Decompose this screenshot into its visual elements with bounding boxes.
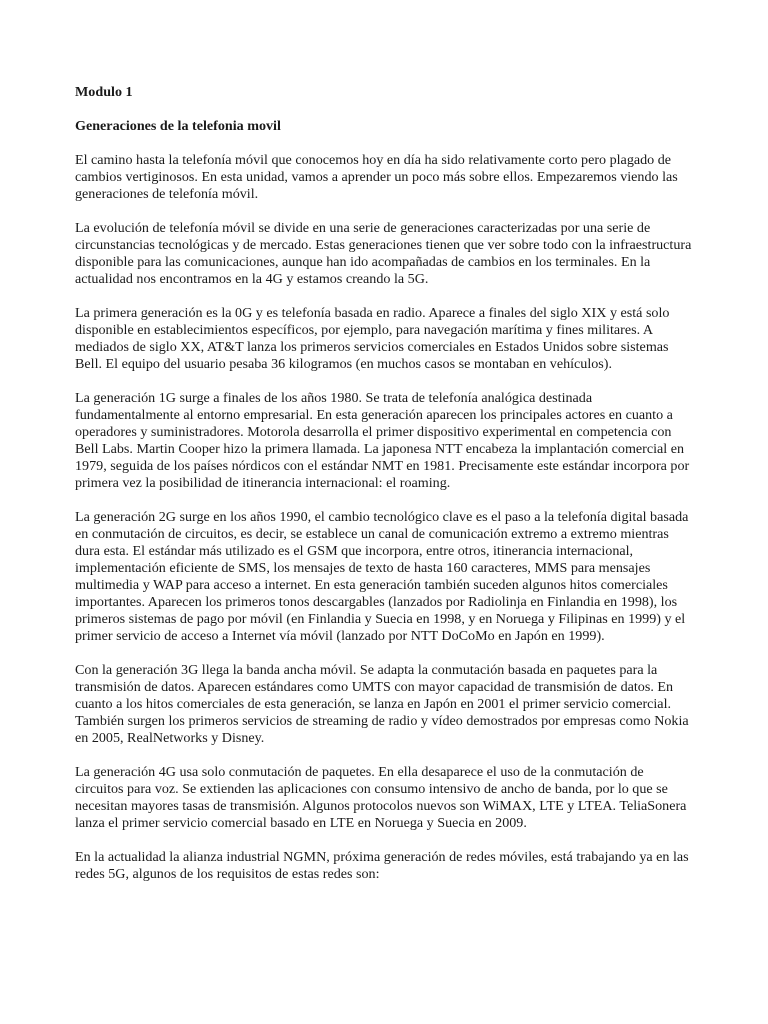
paragraph-4g: La generación 4G usa solo conmutación de paquetes. En ella desaparece el uso de la conmutación de circuitos para voz. Se extienden las aplicaciones con consumo intensivo de ancho de banda, por lo que se necesitan mayores tasas de transmisión. Algunos protocolos nuevos son WiMAX, LTE y LTEA. TeliaSonera lanza el primer servicio comercial basado en LTE en Noruega y Suecia en 2009. [75,764,687,831]
paragraph-5g: En la actualidad la alianza industrial NGMN, próxima generación de redes móviles, está trabajando ya en las redes 5G, algunos de los requisitos de estas redes son: [75,849,689,882]
section-title: Generaciones de la telefonia movil [75,118,281,134]
module-title: Modulo 1 [75,84,133,100]
paragraph-evolution: La evolución de telefonía móvil se divide en una serie de generaciones caracterizadas por una serie de circunstancias tecnológicas y de mercado. Estas generaciones tienen que ver sobre todo con la infraestructura disponible para las comunicaciones, aunque han ido acompañadas de cambios en los terminales. En la actualidad nos encontramos en la 4G y estamos creando la 5G. [75,220,692,287]
document-page [75,84,695,900]
paragraph-3g: Con la generación 3G llega la banda ancha móvil. Se adapta la conmutación basada en paquetes para la transmisión de datos. Aparecen estándares como UMTS con mayor capacidad de transmisión de datos. En cuanto a los hitos comerciales de esta generación, se lanza en Japón en 2001 el primer servicio comercial. También surgen los primeros servicios de streaming de radio y vídeo demostrados por empresas como Nokia en 2005, RealNetworks y Disney. [75,662,689,746]
paragraph-2g: La generación 2G surge en los años 1990, el cambio tecnológico clave es el paso a la telefonía digital basada en conmutación de circuitos, es decir, se establece un canal de comunicación extremo a extremo mientras dura esta. El estándar más utilizado es el GSM que incorpora, entre otros, itinerancia internacional, implementación eficiente de SMS, los mensajes de texto de hasta 160 caracteres, MMS para mensajes multimedia y WAP para acceso a internet. En esta generación también suceden algunos hitos comerciales importantes. Aparecen los primeros tonos descargables (lanzados por Radiolinja en Finlandia en 1998), los primeros sistemas de pago por móvil (en Finlandia y Suecia en 1998, y en Noruega y Filipinas en 1999) y el primer servicio de acceso a Internet vía móvil (lanzado por NTT DoCoMo en Japón en 1999). [75,509,689,644]
paragraph-0g: La primera generación es la 0G y es telefonía basada en radio. Aparece a finales del siglo XIX y está solo disponible en establecimientos específicos, por ejemplo, para navegación marítima y fines militares. A mediados de siglo XX, AT&T lanza los primeros servicios comerciales en Estados Unidos sobre sistemas Bell. El equipo del usuario pesaba 36 kilogramos (en muchos casos se montaban en vehículos). [75,305,670,372]
paragraph-intro: El camino hasta la telefonía móvil que conocemos hoy en día ha sido relativamente corto pero plagado de cambios vertiginosos. En esta unidad, vamos a aprender un poco más sobre ellos. Empezaremos viendo las generaciones de telefonía móvil. [75,152,678,202]
paragraph-1g: La generación 1G surge a finales de los años 1980. Se trata de telefonía analógica destinada fundamentalmente al entorno empresarial. En esta generación aparecen los principales actores en cuanto a operadores y suministradores. Motorola desarrolla el primer dispositivo experimental en competencia con Bell Labs. Martin Cooper hizo la primera llamada. La japonesa NTT encabeza la implantación comercial en 1979, seguida de los países nórdicos con el estándar NMT en 1981. Precisamente este estándar incorpora por primera vez la posibilidad de itinerancia internacional: el roaming. [75,390,690,491]
